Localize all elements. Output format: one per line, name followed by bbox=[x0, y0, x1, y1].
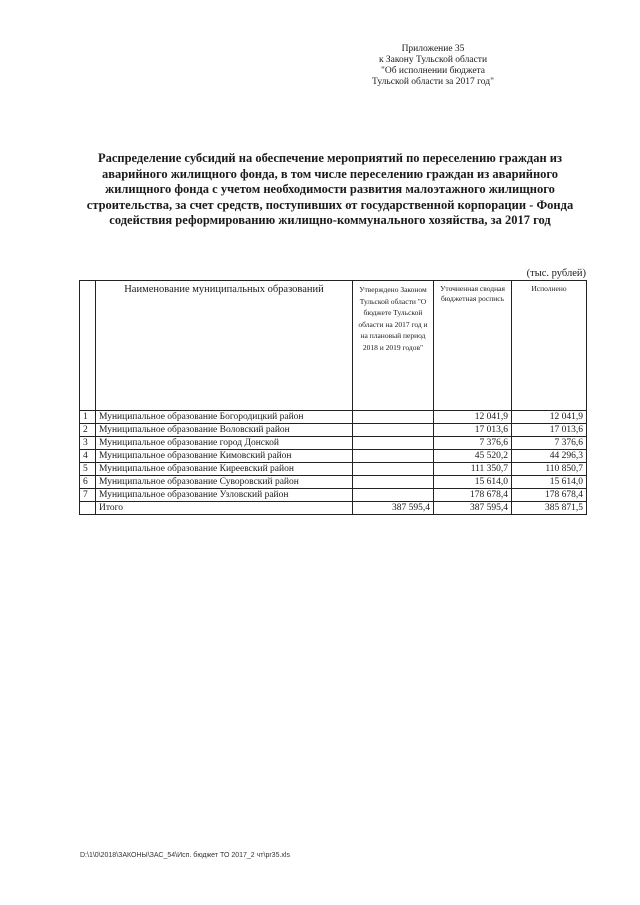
header-approved: Утверждено Законом Тульской области "О бюджете Тульской области на 2017 год и на плановый период 2018 и 2019 годов" bbox=[353, 281, 434, 411]
row-index: 7 bbox=[80, 489, 96, 502]
table-row bbox=[80, 476, 587, 489]
appendix-header bbox=[333, 44, 533, 88]
row-approved bbox=[353, 476, 434, 489]
row-refined: 7 376,6 bbox=[434, 437, 512, 450]
row-name: Муниципальное образование Узловский район bbox=[96, 489, 353, 502]
table-body bbox=[80, 411, 587, 515]
table-row bbox=[80, 450, 587, 463]
table-row bbox=[80, 437, 587, 450]
row-refined: 12 041,9 bbox=[434, 411, 512, 424]
row-executed: 7 376,6 bbox=[512, 437, 587, 450]
row-index: 6 bbox=[80, 476, 96, 489]
appendix-line: Тульской области за 2017 год" bbox=[372, 77, 494, 87]
appendix-line: к Закону Тульской области bbox=[378, 55, 488, 65]
total-approved: 387 595,4 bbox=[353, 502, 434, 515]
row-index: 4 bbox=[80, 450, 96, 463]
appendix-line: Приложение 35 bbox=[401, 44, 465, 54]
row-executed: 178 678,4 bbox=[512, 489, 587, 502]
table-row bbox=[80, 424, 587, 437]
row-approved bbox=[353, 437, 434, 450]
table-row bbox=[80, 463, 587, 476]
row-approved bbox=[353, 450, 434, 463]
row-name: Муниципальное образование Киреевский район bbox=[96, 463, 353, 476]
row-name: Муниципальное образование Воловский район bbox=[96, 424, 353, 437]
row-approved bbox=[353, 463, 434, 476]
row-refined: 17 013,6 bbox=[434, 424, 512, 437]
row-executed: 15 614,0 bbox=[512, 476, 587, 489]
row-index: 5 bbox=[80, 463, 96, 476]
row-executed: 12 041,9 bbox=[512, 411, 587, 424]
row-refined: 178 678,4 bbox=[434, 489, 512, 502]
document-title: Распределение субсидий на обеспечение мероприятий по переселению граждан из аварийного жилищного фонда, в том числе переселению граждан из аварийного жилищного фонда с учетом необходимости развития малоэтажного жилищного строительства, за счет средств, поступивших от государственной корпорации - Фонда содействия реформированию жилищно-коммунального хозяйства, за 2017 год bbox=[86, 151, 574, 227]
row-name: Муниципальное образование город Донской bbox=[96, 437, 353, 450]
row-approved bbox=[353, 489, 434, 502]
total-index bbox=[80, 502, 96, 515]
row-index: 3 bbox=[80, 437, 96, 450]
table-row bbox=[80, 411, 587, 424]
header-refined: Уточненная сводная бюджетная роспись bbox=[434, 281, 512, 411]
row-name: Муниципальное образование Богородицкий район bbox=[96, 411, 353, 424]
row-refined: 45 520,2 bbox=[434, 450, 512, 463]
total-label: Итого bbox=[96, 502, 353, 515]
row-executed: 17 013,6 bbox=[512, 424, 587, 437]
header-row bbox=[80, 281, 587, 411]
appendix-line: "Об исполнении бюджета bbox=[380, 66, 486, 76]
row-index: 2 bbox=[80, 424, 96, 437]
row-name: Муниципальное образование Суворовский район bbox=[96, 476, 353, 489]
total-refined: 387 595,4 bbox=[434, 502, 512, 515]
header-index bbox=[80, 281, 96, 411]
row-executed: 44 296,3 bbox=[512, 450, 587, 463]
table-row bbox=[80, 489, 587, 502]
file-path-footer: D:\1\0\2018\ЗАКОНЫ\ЗАС_54\Исп. бюджет ТО 2017_2 чт\pr35.xls bbox=[80, 852, 290, 859]
total-executed: 385 871,5 bbox=[512, 502, 587, 515]
row-executed: 110 850,7 bbox=[512, 463, 587, 476]
header-executed: Исполнено bbox=[512, 281, 587, 411]
table-header bbox=[80, 281, 587, 411]
subsidy-table bbox=[79, 280, 587, 515]
row-name: Муниципальное образование Кимовский район bbox=[96, 450, 353, 463]
total-row bbox=[80, 502, 587, 515]
row-approved bbox=[353, 424, 434, 437]
row-refined: 111 350,7 bbox=[434, 463, 512, 476]
row-refined: 15 614,0 bbox=[434, 476, 512, 489]
row-approved bbox=[353, 411, 434, 424]
row-index: 1 bbox=[80, 411, 96, 424]
units-label: (тыс. рублей) bbox=[526, 268, 586, 279]
header-name: Наименование муниципальных образований bbox=[96, 281, 353, 411]
